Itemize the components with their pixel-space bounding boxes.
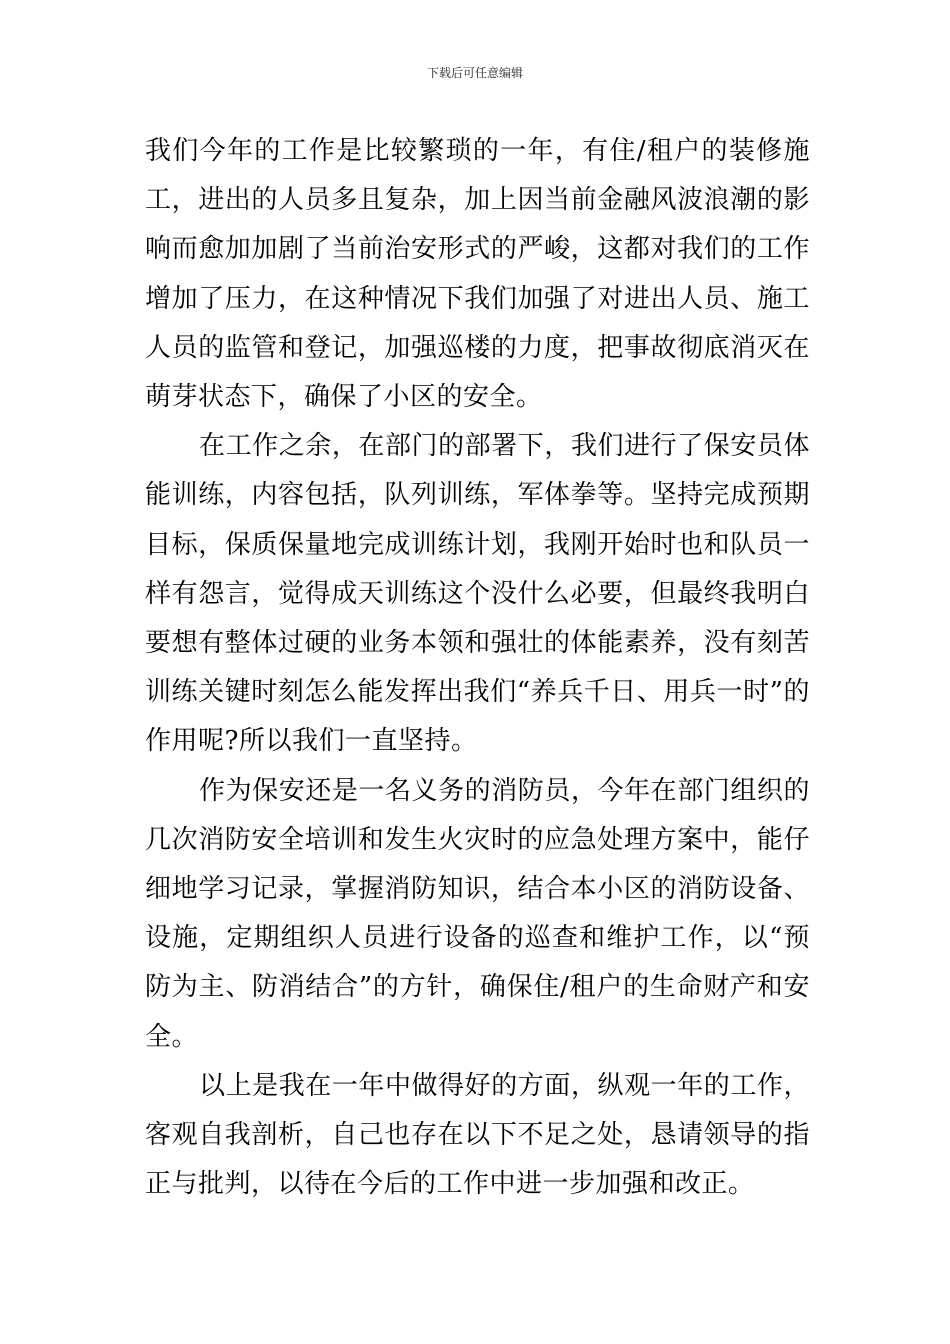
page-header-note: 下载后可任意编辑 xyxy=(426,66,523,80)
paragraph-2: 在工作之余，在部门的部署下，我们进行了保安员体能训练，内容包括，队列训练，军体拳等。坚持完成预期目标，保质保量地完成训练计划，我刚开始时也和队员一样有怨言，觉得成天训练这个没什么必要，但最终我明白要想有整体过硬的业务本领和强壮的体能素养，没有刻苦训练关键时刻怎么能发挥出我们“养兵千日、用兵一时”的作用呢?所以我们一直坚持。 xyxy=(145,431,810,757)
paragraph-4: 以上是我在一年中做得好的方面，纵观一年的工作，客观自我剖析，自己也存在以下不足之处，恳请领导的指正与批判，以待在今后的工作中进一步加强和改正。 xyxy=(145,1070,810,1200)
paragraph-1: 我们今年的工作是比较繁琐的一年，有住/租户的装修施工，进出的人员多且复杂，加上因当前金融风波浪潮的影响而愈加加剧了当前治安形式的严峻，这都对我们的工作增加了压力，在这种情况下我们加强了对进出人员、施工人员的监管和登记，加强巡楼的力度，把事故彻底消灭在萌芽状态下，确保了小区的安全。 xyxy=(145,136,810,413)
document-body xyxy=(145,127,810,1209)
paragraph-3: 作为保安还是一名义务的消防员，今年在部门组织的几次消防安全培训和发生火灾时的应急处理方案中，能仔细地学习记录，掌握消防知识，结合本小区的消防设备、设施，定期组织人员进行设备的巡查和维护工作，以“预防为主、防消结合”的方针，确保住/租户的生命财产和安全。 xyxy=(145,775,810,1052)
